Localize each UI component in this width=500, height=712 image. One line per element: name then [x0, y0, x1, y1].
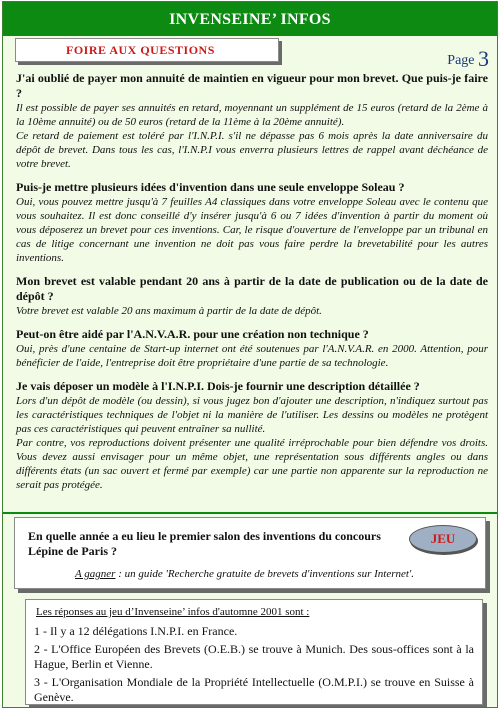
- faq-answer: Ce retard de paiement est toléré par l'I.N.P.I. s'il ne dépasse pas 6 mois après la date anniversaire du dépôt de brevet. Dans tous les cas, l'I.N.P.I vous enverra plusieurs lettres de rappel avant déchéance de votre brevet.: [16, 130, 488, 170]
- quiz-badge-label: JEU: [430, 531, 456, 546]
- faq-answer: Oui, vous pouvez mettre jusqu'à 7 feuilles A4 classiques dans votre enveloppe Soleau avec le contenu que vous souhaitez. Il est donc conseillé d'y insérer jusqu'à 6 ou 7 idées d'invention à partir du moment où vous déposerez un brevet pour ces inventions. Car, le risque d'ouverture de l'enveloppe par un tribunal en cas de litige concernant une invention ne doit pas vous faire perdre la brevetabilité pour les autres inventions.: [16, 196, 488, 264]
- section-tab: [15, 38, 279, 62]
- faq-question: Je vais déposer un modèle à l'I.N.P.I. Dois-je fournir une description détaillée ?: [16, 379, 420, 393]
- answer-item: 1 - Il y a 12 délégations I.N.P.I. en France.: [34, 624, 238, 638]
- answer-item: 2 - L'Office Européen des Brevets (O.E.B.) se trouve à Munich. Des sous-offices sont à la Hague, Berlin et Vienne.: [34, 642, 474, 671]
- faq-question: Peut-on être aidé par l'A.N.V.A.R. pour une création non technique ?: [16, 327, 369, 341]
- page-number-value: 3: [478, 46, 489, 71]
- banner-title: INVENSEINE’ INFOS: [169, 11, 331, 28]
- prize-label: A gagner: [75, 568, 116, 580]
- answers-list: [34, 624, 474, 708]
- quiz-badge: [409, 525, 477, 553]
- answers-box: [25, 599, 483, 705]
- faq-list: [16, 71, 488, 501]
- section-title: FOIRE AUX QUESTIONS: [66, 43, 215, 57]
- faq-question: Puis-je mettre plusieurs idées d'invention dans une seule enveloppe Soleau ?: [16, 180, 405, 194]
- faq-question: Mon brevet est valable pendant 20 ans à partir de la date de publication ou de la date de dépôt ?: [16, 274, 488, 303]
- quiz-question: En quelle année a eu lieu le premier salon des inventions du concours Lépine de Paris ?: [28, 529, 381, 558]
- answer-item: 3 - L'Organisation Mondiale de la Propriété Intellectuelle (O.M.P.I.) se trouve en Suisse à Genève.: [34, 675, 474, 704]
- faq-item: [16, 274, 488, 318]
- faq-item: [16, 180, 488, 265]
- faq-answer: Il est possible de payer ses annuités en retard, moyennant un supplément de 15 euros (retard de la 2ème à la 10ème annuité) ou de 50 euros (retard de la 11ème à la 20ème annuité).: [16, 102, 488, 128]
- faq-item: [16, 327, 488, 370]
- faq-answer: Votre brevet est valable 20 ans maximum à partir de la date de dépôt.: [16, 305, 322, 317]
- faq-answer: Oui, près d'une centaine de Start-up internet ont été soutenues par l'A.N.V.A.R. en 2000. Attention, pour bénéficier de l'aide, l'entreprise doit être propriétaire d'une partie de sa technologie.: [16, 343, 488, 369]
- page-label: Page: [447, 53, 475, 68]
- newsletter-page: [2, 1, 498, 708]
- header-banner: [3, 2, 497, 36]
- prize-text: : un guide 'Recherche gratuite de brevets d'inventions sur Internet'.: [115, 568, 415, 580]
- quiz-prize: [75, 568, 414, 580]
- faq-question: J'ai oublié de payer mon annuité de maintien en vigueur pour mon brevet. Que puis-je faire ?: [16, 71, 488, 100]
- faq-item: [16, 71, 488, 171]
- quiz-box: [14, 517, 486, 589]
- faq-answer: Lors d'un dépôt de modèle (ou dessin), si vous jugez bon d'ajouter une description, n'indiquez surtout pas les caractéristiques techniques de l'objet ni la manière de l'utiliser. Les dessins ou modèles ne protègent pas ces caractéristiques qui peuvent entraîner sa nullité.: [16, 395, 488, 435]
- answers-title: Les réponses au jeu d’Invenseine’ infos d'automne 2001 sont :: [36, 606, 310, 618]
- page-number: [447, 44, 489, 70]
- faq-item: [16, 379, 488, 492]
- section-divider: [3, 512, 497, 514]
- faq-answer: Par contre, vos reproductions doivent présenter une qualité irréprochable pour bien défendre vos droits. Vous devez aussi envisager pour un même objet, une représentation sous différents angles ou dans différents états (un sac ouvert et fermé par exemple) car une partie non apparente sur la reproduction ne serait pas protégée.: [16, 437, 488, 491]
